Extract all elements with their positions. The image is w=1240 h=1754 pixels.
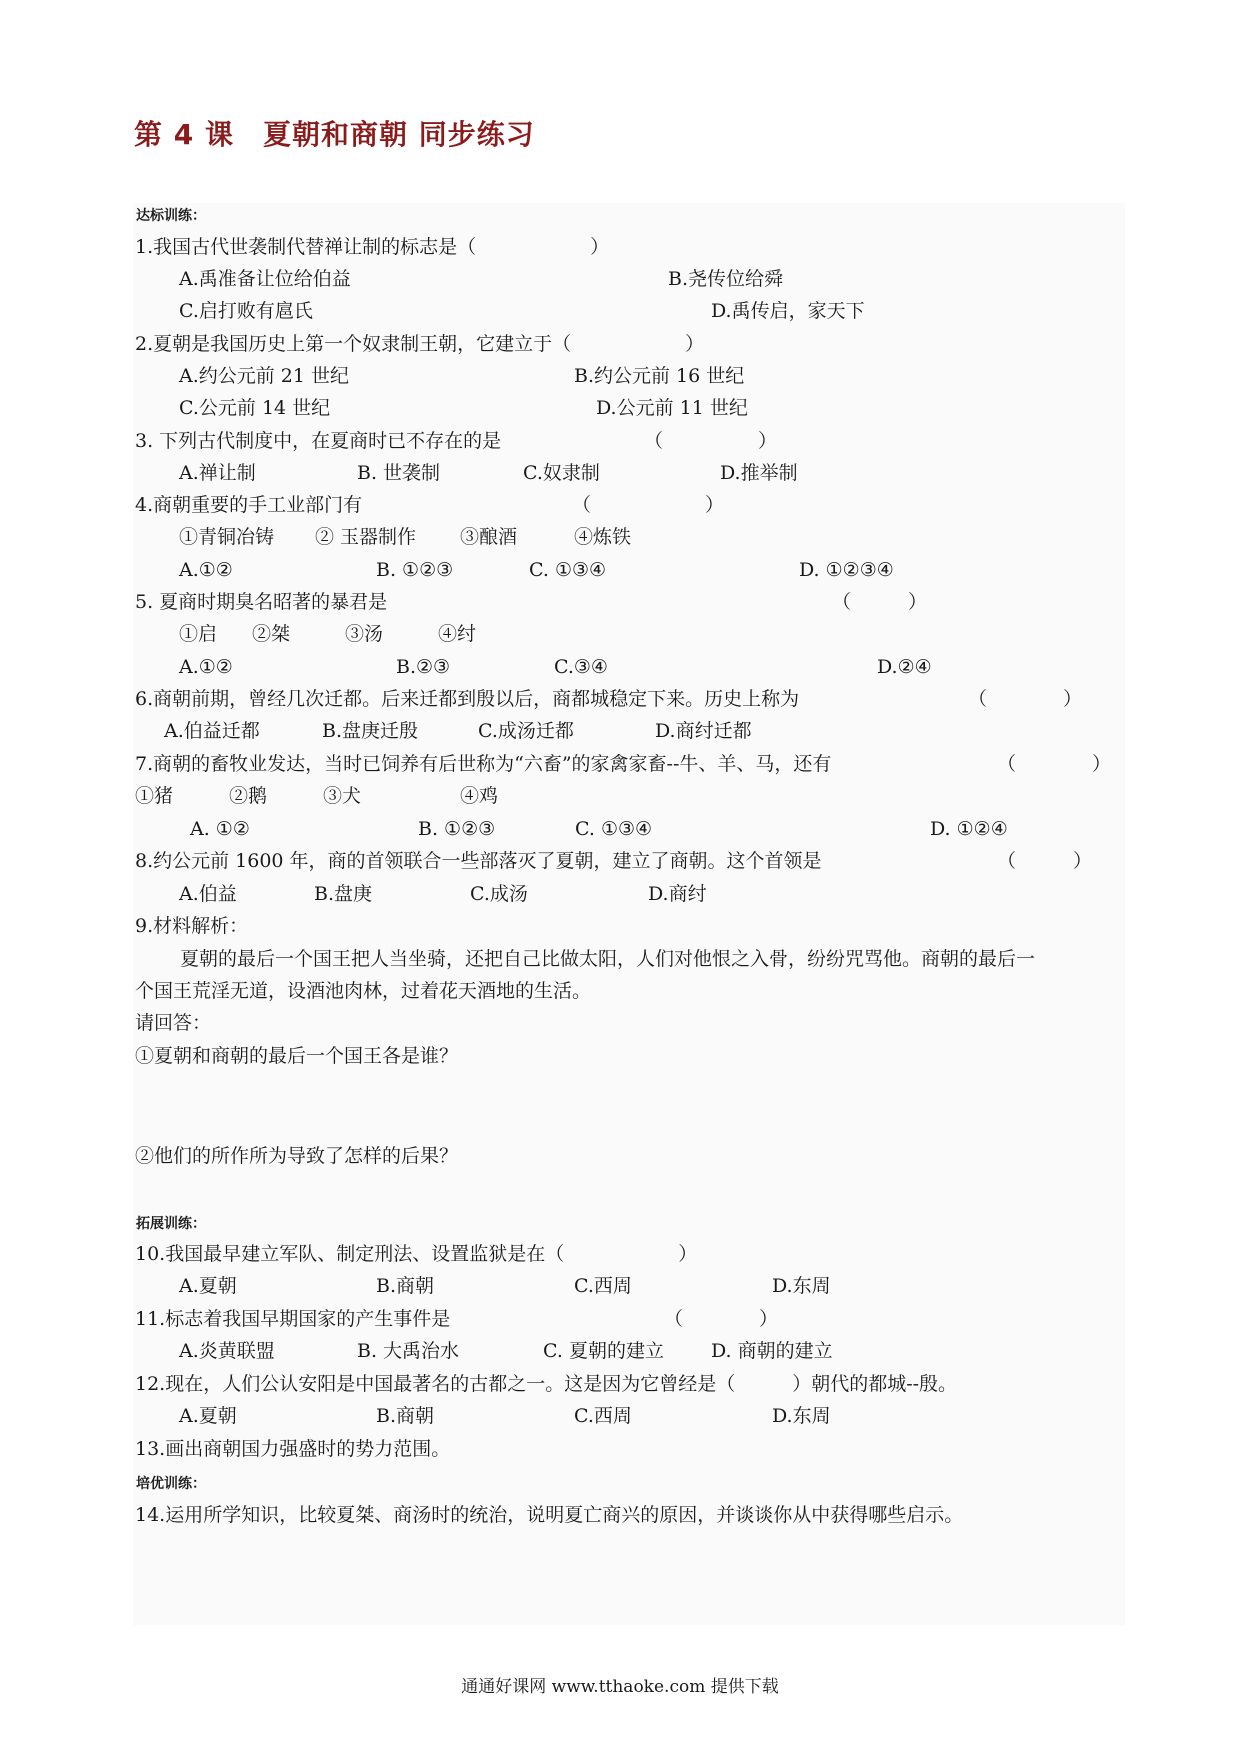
q9-stem: 9.材料解析： (135, 915, 249, 937)
q9-subquestion-2: ②他们的所作所为导致了怎样的后果？ (135, 1145, 459, 1167)
q8-option-b: B.盘庚 (314, 883, 373, 905)
q4-stem: 4.商朝重要的手工业部门有 (135, 494, 363, 516)
q7-answer-blank: （ ） (997, 753, 1112, 775)
q1-option-b: B.尧传位给舜 (668, 268, 784, 290)
q6-option-b: B.盘庚迁殷 (322, 720, 419, 742)
q4-item: ④炼铁 (574, 526, 632, 548)
q11-option-a: A.炎黄联盟 (179, 1340, 275, 1362)
q3-option-a: A.禅让制 (179, 462, 256, 484)
q9-material-line: 个国王荒淫无道，设酒池肉林，过着花天酒地的生活。 (135, 980, 592, 1002)
q2-option-a: A.约公元前 21 世纪 (179, 365, 350, 387)
q8-answer-blank: （ ） (997, 850, 1093, 872)
q5-item: ④纣 (438, 623, 477, 645)
q7-option-b: B. ①②③ (418, 818, 496, 840)
q5-item: ③汤 (345, 623, 384, 645)
q8-option-c: C.成汤 (470, 883, 528, 905)
q7-item: ②鹅 (229, 785, 268, 807)
q5-option-a: A.①② (179, 656, 233, 678)
q8-stem: 8.约公元前 1600 年，商的首领联合一些部落灭了夏朝，建立了商朝。这个首领是 (135, 850, 822, 872)
page-footer: 通通好课网 www.tthaoke.com 提供下载 (461, 1677, 779, 1697)
section-heading-extension: 拓展训练： (136, 1216, 206, 1232)
q4-option-a: A.①② (179, 559, 233, 581)
q6-answer-blank: （ ） (968, 688, 1083, 710)
q7-item: ①猪 (135, 785, 174, 807)
q11-answer-blank: （ ） (664, 1308, 779, 1330)
section-heading-advanced: 培优训练： (136, 1476, 206, 1492)
q7-option-d: D. ①②④ (930, 818, 1008, 840)
q8-option-d: D.商纣 (648, 883, 707, 905)
q12-option-a: A.夏朝 (179, 1405, 237, 1427)
q11-option-b: B. 大禹治水 (357, 1340, 460, 1362)
q11-stem: 11.标志着我国早期国家的产生事件是 (135, 1308, 451, 1330)
q4-item: ② 玉器制作 (315, 526, 417, 548)
q11-option-d: D. 商朝的建立 (711, 1340, 833, 1362)
q10-option-b: B.商朝 (376, 1275, 435, 1297)
q12-option-c: C.西周 (574, 1405, 632, 1427)
q9-prompt: 请回答： (135, 1012, 212, 1034)
q4-option-d: D. ①②③④ (799, 559, 894, 581)
q5-item: ①启 (179, 623, 218, 645)
q3-option-c: C.奴隶制 (523, 462, 600, 484)
page-title: 第 4 课 夏朝和商朝 同步练习 (134, 118, 535, 151)
q6-option-d: D.商纣迁都 (655, 720, 752, 742)
q3-option-d: D.推举制 (720, 462, 798, 484)
section-heading-basic: 达标训练： (136, 208, 206, 224)
q9-material-line: 夏朝的最后一个国王把人当坐骑，还把自己比做太阳，人们对他恨之入骨，纷纷咒骂他。商朝的最后一 (180, 948, 1036, 970)
q1-option-d: D.禹传启，家天下 (711, 300, 865, 322)
q10-stem: 10.我国最早建立军队、制定刑法、设置监狱是在（ ） (135, 1243, 698, 1265)
q4-answer-blank: （ ） (572, 494, 725, 516)
q8-option-a: A.伯益 (179, 883, 237, 905)
q11-option-c: C. 夏朝的建立 (543, 1340, 664, 1362)
q7-option-a: A. ①② (190, 818, 250, 840)
q1-option-c: C.启打败有扈氏 (179, 300, 313, 322)
q10-option-a: A.夏朝 (179, 1275, 237, 1297)
q1-stem: 1.我国古代世袭制代替禅让制的标志是（ ） (135, 236, 610, 258)
q13-stem: 13.画出商朝国力强盛时的势力范围。 (135, 1438, 451, 1460)
q14-stem: 14.运用所学知识，比较夏桀、商汤时的统治，说明夏亡商兴的原因，并谈谈你从中获得哪些启示。 (135, 1504, 964, 1526)
q1-option-a: A.禹准备让位给伯益 (179, 268, 351, 290)
q7-item: ③犬 (323, 785, 362, 807)
q10-option-c: C.西周 (574, 1275, 632, 1297)
q2-option-d: D.公元前 11 世纪 (596, 397, 748, 419)
q7-option-c: C. ①③④ (575, 818, 653, 840)
q5-option-d: D.②④ (877, 656, 932, 678)
q9-subquestion-1: ①夏朝和商朝的最后一个国王各是谁？ (135, 1045, 459, 1067)
q6-option-c: C.成汤迁都 (478, 720, 574, 742)
q6-option-a: A.伯益迁都 (164, 720, 260, 742)
q5-item: ②桀 (252, 623, 291, 645)
q5-stem: 5. 夏商时期臭名昭著的暴君是 (135, 591, 388, 613)
q5-answer-blank: （ ） (832, 591, 928, 613)
q2-option-b: B.约公元前 16 世纪 (574, 365, 745, 387)
q10-option-d: D.东周 (772, 1275, 831, 1297)
q7-stem: 7.商朝的畜牧业发达，当时已饲养有后世称为“六畜”的家禽家畜--牛、羊、马，还有 (135, 753, 832, 775)
q2-option-c: C.公元前 14 世纪 (179, 397, 331, 419)
q4-option-c: C. ①③④ (529, 559, 607, 581)
q4-option-b: B. ①②③ (376, 559, 454, 581)
q3-option-b: B. 世袭制 (357, 462, 441, 484)
q7-item: ④鸡 (460, 785, 499, 807)
q6-stem: 6.商朝前期，曾经几次迁都。后来迁都到殷以后，商都城稳定下来。历史上称为 (135, 688, 800, 710)
q3-stem: 3. 下列古代制度中，在夏商时已不存在的是 (135, 430, 502, 452)
q5-option-c: C.③④ (554, 656, 608, 678)
q4-item: ③酿酒 (460, 526, 518, 548)
q5-option-b: B.②③ (396, 656, 451, 678)
q3-answer-blank: （ ） (644, 430, 778, 452)
q4-item: ①青铜冶铸 (179, 526, 275, 548)
q2-stem: 2.夏朝是我国历史上第一个奴隶制王朝，它建立于（ ） (135, 333, 705, 355)
q12-stem: 12.现在，人们公认安阳是中国最著名的古都之一。这是因为它曾经是（ ）朝代的都城--殷。 (135, 1373, 958, 1395)
q12-option-d: D.东周 (772, 1405, 831, 1427)
q12-option-b: B.商朝 (376, 1405, 435, 1427)
